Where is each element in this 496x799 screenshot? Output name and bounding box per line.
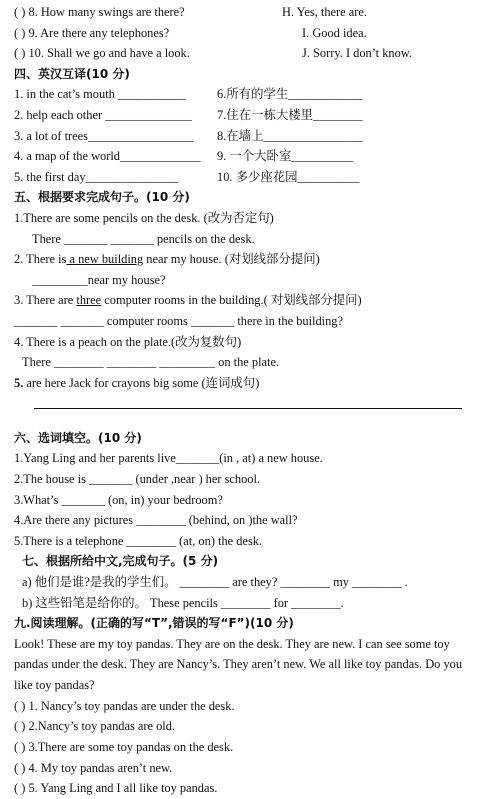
match-question: ( ) 8. How many swings are there? xyxy=(14,5,185,19)
section-7-title: 七、根据所给中文,完成句子。(5 分) xyxy=(22,554,219,569)
translate-left: 4. a map of the world_____________ xyxy=(14,149,201,164)
translate-row xyxy=(14,105,486,126)
translate-right: 9. 一个大卧室__________ xyxy=(217,149,354,164)
translate-right: 6.所有的学生____________ xyxy=(217,87,363,102)
sec9-item: ( ) 5. Yang Ling and I all like toy pandas. xyxy=(14,781,218,796)
translate-right: 8.在墙上________________ xyxy=(217,128,363,143)
translate-right: 7.住在一栋大楼里________ xyxy=(217,107,363,122)
translate-left: 3. a lot of trees_________________ xyxy=(14,128,194,143)
match-row xyxy=(14,43,486,64)
sec5-question-5: 5. are here Jack for crayons big some (连词成句) xyxy=(14,375,260,390)
sec5-question-4: 4. There is a peach on the plate.(改为复数句) xyxy=(14,334,242,349)
match-answer: I. Good idea. xyxy=(302,25,367,40)
sec6-item: 1.Yang Ling and her parents live_______(in , at) a new house. xyxy=(14,451,323,466)
match-answer: J. Sorry. I don’t know. xyxy=(302,46,413,61)
translate-left: 1. in the cat’s mouth ___________ xyxy=(14,87,187,102)
match-question: ( ) 9. Are there any telephones? xyxy=(14,25,170,40)
underlined-phrase: a new building xyxy=(66,252,144,267)
sec6-item: 3.What’s _______ (on, in) your bedroom? xyxy=(14,492,223,507)
sec5-answer-2: _________near my house? xyxy=(32,272,166,287)
translate-left: 2. help each other ______________ xyxy=(14,107,192,122)
section-9-title: 九.阅读理解。(正确的写“T”,错误的写“F”)(10 分) xyxy=(14,616,294,631)
sec6-item: 2.The house is _______ (under ,near ) her school. xyxy=(14,472,261,487)
sec9-item: ( ) 4. My toy pandas aren’t new. xyxy=(14,760,173,775)
sec5-answer-1: There _______ _______ pencils on the desk. xyxy=(32,231,255,246)
translate-row xyxy=(14,126,486,147)
sec9-item: ( ) 1. Nancy’s toy pandas are under the desk. xyxy=(14,698,235,713)
answer-rule xyxy=(34,408,462,409)
sec6-item: 5.There is a telephone ________ (at, on) the desk. xyxy=(14,533,263,548)
reading-passage: Look! These are my toy pandas. They are on the desk. They are new. I can see some toy pandas under the desk. They are Nancy’s. They aren’t new. We all like toy pandas. Do you like toy pandas? xyxy=(14,636,463,692)
sec5-answer-3: _______ _______ computer rooms _______ there in the building? xyxy=(14,313,343,328)
sec5-answer-4: There ________ ________ _________ on the plate. xyxy=(22,355,280,370)
match-answer: H. Yes, there are. xyxy=(282,5,367,19)
match-row xyxy=(14,2,486,23)
section-4-title: 四、英汉互译(10 分) xyxy=(14,66,130,81)
sec9-item: ( ) 2.Nancy’s toy pandas are old. xyxy=(14,719,176,734)
translate-row xyxy=(14,146,486,167)
match-question: ( ) 10. Shall we go and have a look. xyxy=(14,46,190,61)
translate-row xyxy=(14,84,486,105)
sec7-item: b) 这些铅笔是给你的。 These pencils ________ for ________. xyxy=(22,595,344,610)
sec6-item: 4.Are there any pictures ________ (behind, on )the wall? xyxy=(14,513,298,528)
sec5-question-3: 3. There are three computer rooms in the building.( 对划线部分提问) xyxy=(14,293,362,308)
match-row xyxy=(14,23,486,44)
sec7-item: a) 他们是谁?是我的学生们。 ________ are they? ________ my ________ . xyxy=(22,575,408,590)
translate-row xyxy=(14,167,486,188)
section-5-title: 五、根据要求完成句子。(10 分) xyxy=(14,190,190,205)
sec9-item: ( ) 3.There are some toy pandas on the desk. xyxy=(14,740,234,754)
translate-left: 5. the first day_______________ xyxy=(14,169,179,184)
translate-right: 10. 多少座花园__________ xyxy=(217,169,360,184)
sec5-answer-5-line xyxy=(14,393,486,414)
sec5-question-2: 2. There is a new building near my house. (对划线部分提问) xyxy=(14,252,320,267)
underlined-word: three xyxy=(76,293,102,308)
section-6-title: 六、选词填空。(10 分) xyxy=(14,430,142,445)
sec5-question-1: 1.There are some pencils on the desk. (改为否定句) xyxy=(14,210,274,225)
